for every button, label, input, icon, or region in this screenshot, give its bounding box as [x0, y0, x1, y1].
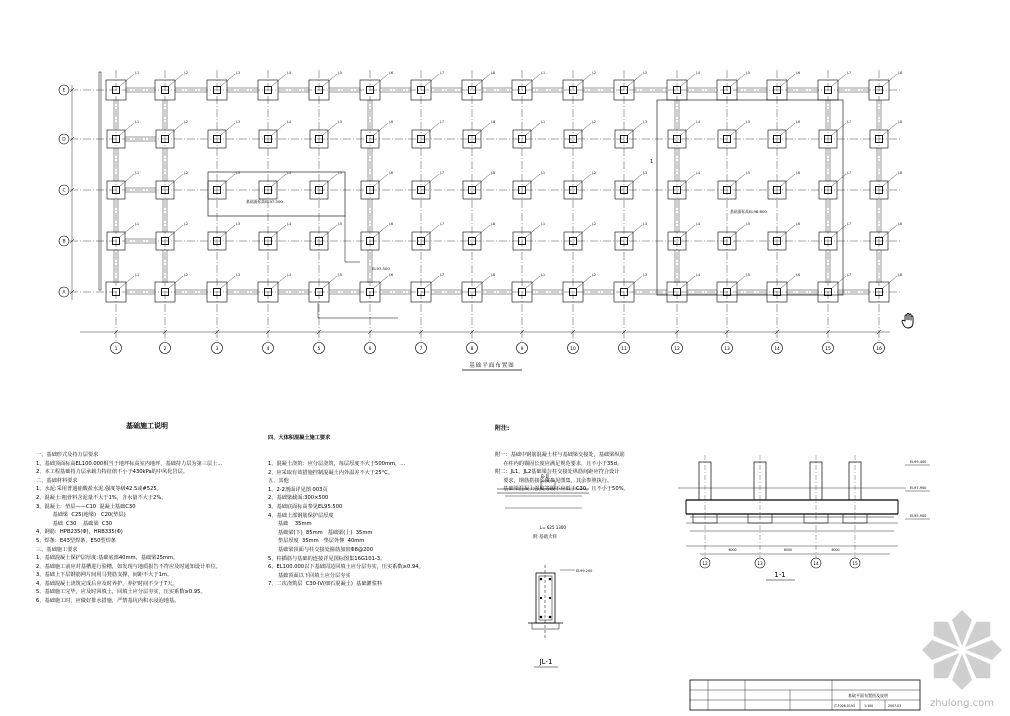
footing-label: J-4	[696, 171, 701, 175]
leader-line	[681, 123, 695, 135]
footing-label: J-7	[440, 120, 445, 124]
title-block	[690, 680, 920, 710]
footing-label: J-4	[287, 71, 292, 75]
dimension-text: 6000	[783, 548, 793, 552]
region-left	[208, 172, 345, 216]
footing-label: J-5	[746, 222, 751, 226]
footing-label: J-3	[643, 171, 648, 175]
axis-number: 11	[621, 347, 627, 352]
footing-label: J-5	[338, 222, 343, 226]
note-line: 要求，钢筋搭接长度参见图集，其余参照执行。	[495, 477, 613, 484]
leader-line	[781, 174, 795, 186]
footing-label: J-8	[898, 222, 903, 226]
leader-line	[883, 225, 897, 237]
leader-line	[832, 225, 846, 237]
footing-label: J-3	[236, 171, 241, 175]
footing-label: J-2	[184, 71, 189, 75]
axis-number: 13	[724, 347, 730, 352]
note-line: 一、基础形式及持力层要求	[36, 451, 99, 458]
note-line: 基础顶面以下回填土应分层夯实	[268, 572, 351, 579]
footing-label: J-1	[541, 222, 546, 226]
note-line: 5、基础施工完毕，应及时回填土，回填土应分层夯实，压实系数≥0.95。	[36, 589, 206, 596]
footing-label: J-2	[592, 222, 597, 226]
title-block-scale: 1:100	[864, 704, 874, 708]
axis-number: 1	[114, 347, 118, 352]
leader-line	[374, 174, 388, 186]
note-line: 1、基础混凝土保护层厚度:基础底部40mm，基础梁25mm。	[36, 555, 179, 562]
leader-line	[526, 123, 540, 135]
note-line: 5、柱插筋与基础的连接详见国标图集16G101-3。	[268, 555, 386, 562]
notes-title: 基础施工说明	[126, 422, 168, 431]
region-right	[657, 100, 843, 295]
note-line: 6、基础施工时，应做好排水措施，严禁基坑内积水浸泡地基。	[36, 598, 180, 605]
footing-label: J-3	[236, 71, 241, 75]
axis-number: 15	[825, 347, 831, 352]
footing-label: J-7	[847, 120, 852, 124]
construction-notes	[36, 405, 258, 614]
note-line: 附一：基础中钢筋混凝土柱与基础梁交接处，基础梁纵筋	[495, 451, 625, 458]
leader-line	[120, 174, 134, 186]
axis-number: 12	[674, 347, 680, 352]
note-line: 垫层厚度 35mm 垫层外伸 40mm	[268, 538, 365, 545]
leader-line	[120, 225, 134, 237]
elevation-note-small: EL97.500	[372, 266, 390, 271]
footing-label: J-3	[236, 120, 241, 124]
leader-line	[628, 123, 642, 135]
footing-label: J-4	[287, 222, 292, 226]
jl1-caption: JL-1	[539, 658, 553, 666]
leader-line	[323, 225, 337, 237]
note-line: 2、本工程基础持力层承载力特征值不小于430kPa的中风化岩层。	[36, 469, 188, 476]
footing-label: J-7	[440, 71, 445, 75]
section-mark: 1	[650, 159, 654, 165]
pan-hand-icon[interactable]	[900, 312, 918, 330]
axis-number: 9	[520, 347, 524, 352]
dimension-text: 6000	[831, 548, 840, 552]
footing-label: J-1	[541, 120, 546, 124]
elevation-note-right: 基础面标高EL96.600	[730, 209, 767, 214]
beam-edge	[99, 72, 101, 290]
footing-label: J-8	[898, 71, 903, 75]
note-line: 4、钢筋: HPB235(Φ)，HRB335(Φ)	[36, 529, 123, 536]
note-line: 三、基础施工要求	[36, 546, 78, 553]
footing-label: J-2	[592, 273, 597, 277]
leader-line	[374, 123, 388, 135]
elevation-note-left: 基础面标高EL97.500	[246, 199, 283, 204]
notes-lines	[268, 460, 488, 589]
note-line: 1、基础顶面标高EL100.000相当于地坪标高室内地坪，基础持力层为第三层土...	[36, 460, 223, 467]
footing-label: J-5	[746, 71, 751, 75]
footing-label: J-1	[135, 273, 140, 277]
leader-line	[272, 174, 286, 186]
axis-letter: B	[62, 239, 66, 245]
footing-label: J-5	[746, 273, 751, 277]
footing-label: J-7	[847, 171, 852, 175]
footing-label: J-4	[696, 120, 701, 124]
footing-label: J-3	[643, 71, 648, 75]
footing-label: J-4	[287, 171, 292, 175]
footing-label: J-3	[643, 273, 648, 277]
footing-array	[106, 71, 902, 302]
leader-line	[476, 174, 490, 186]
leader-line	[374, 225, 388, 237]
footing-label: J-8	[491, 71, 496, 75]
footing-label: J-5	[746, 120, 751, 124]
note-line: 基础梁(下) 85mm 基础梁(上) 35mm	[268, 529, 373, 536]
leader-line	[832, 123, 846, 135]
footing-label: J-7	[440, 222, 445, 226]
leader-line	[781, 225, 795, 237]
axis-number: 6	[368, 347, 372, 352]
footing-label: J-2	[592, 171, 597, 175]
footing-label: J-6	[389, 120, 394, 124]
leader-line	[577, 174, 591, 186]
leader-line	[681, 174, 695, 186]
footing-label: J-8	[491, 222, 496, 226]
axis-number: 2	[163, 347, 167, 352]
footing-label: J-6	[796, 71, 801, 75]
leader-line	[628, 225, 642, 237]
leader-line	[476, 123, 490, 135]
footing-label: J-7	[847, 71, 852, 75]
notes-lines	[495, 451, 690, 494]
leader-line	[526, 174, 540, 186]
watermark-text: zhulong.com	[929, 698, 995, 709]
note-line: 2、应采取有效措施控制混凝土内外温差不大于25°C。	[268, 469, 394, 476]
leader-line	[781, 123, 795, 135]
axis-number: 15	[852, 561, 858, 566]
note-line: 3、基础底面标高参见EL95.500	[268, 503, 343, 510]
note-line: 五、其他	[268, 478, 289, 485]
leader-line	[323, 123, 337, 135]
title-block-drawing-title: 基础平面布置图及说明	[848, 693, 888, 698]
footing-label: J-3	[643, 222, 648, 226]
footing-label: J-4	[696, 273, 701, 277]
plan-title: 基础平面布置图	[469, 363, 515, 369]
leader-line	[577, 123, 591, 135]
title-block-date: 2007.03	[888, 704, 902, 708]
footing-label: J-2	[592, 120, 597, 124]
axis-number: 14	[774, 347, 780, 352]
footing-label: J-5	[338, 273, 343, 277]
note-line: 2、基础施工前应对基槽进行验槽，如发现与地质报告不符应及时通知设计单位。	[36, 563, 221, 570]
footing-label: J-1	[135, 171, 140, 175]
detail-sub: L= 625 1300	[540, 525, 566, 530]
axis-letter: C	[62, 188, 66, 194]
leader-line	[425, 123, 439, 135]
axis-number: 14	[813, 561, 819, 566]
leader-line	[120, 123, 134, 135]
jl1-elev: EL99.200	[576, 569, 593, 573]
footing-label: J-1	[135, 120, 140, 124]
axis-bubbles	[59, 85, 885, 354]
footing-label: J-1	[541, 171, 546, 175]
leader-line	[731, 123, 745, 135]
section-caption: 1-1	[774, 571, 786, 579]
leader-line	[883, 123, 897, 135]
leader-line	[221, 123, 235, 135]
leader-line	[323, 174, 337, 186]
note-line: 1、2-2剖面详见图 003页	[268, 486, 328, 493]
title-block-drawing-no: JT-F006-0193	[834, 704, 855, 708]
note-line: 2、混凝土:粗骨料含泥量不大于1%，含水量不大于2%。	[36, 494, 167, 501]
concrete-notes	[268, 417, 488, 597]
leader-line	[169, 123, 183, 135]
footing-label: J-8	[491, 171, 496, 175]
note-line: 3、混凝土: 垫层——C10 混凝土基础C30	[36, 503, 136, 510]
footing-label: J-6	[389, 222, 394, 226]
plan-axis-grid	[70, 70, 903, 342]
footing-label: J-3	[236, 222, 241, 226]
note-line: 5、焊条: E43型焊条、E50型焊条	[36, 537, 116, 544]
leader-line	[476, 225, 490, 237]
notes-lines	[36, 451, 258, 606]
plan-outline-regions	[99, 72, 843, 318]
note-line: 基础梁顶面与柱交接处箍筋加密Φ8@200	[268, 546, 373, 553]
axis-number: 7	[419, 347, 423, 352]
footing-label: J-6	[796, 222, 801, 226]
leader-line	[425, 174, 439, 186]
axis-number: 4	[266, 347, 270, 352]
leader-line	[272, 225, 286, 237]
footing-label: J-4	[287, 273, 292, 277]
section-1-1	[678, 455, 930, 580]
axis-number: 5	[317, 347, 321, 352]
footing-label: J-8	[491, 273, 496, 277]
footing-label: J-7	[440, 273, 445, 277]
note-line: 2、基础梁截面:300×500	[268, 495, 329, 502]
footing-label: J-2	[592, 71, 597, 75]
footing-label: J-1	[135, 71, 140, 75]
axis-number: 8	[470, 347, 474, 352]
footing-label: J-8	[898, 273, 903, 277]
footing-label: J-1	[541, 71, 546, 75]
leader-line	[272, 123, 286, 135]
note-line: 在柱内的锚固长度应满足规范要求，且不小于35d。	[495, 460, 623, 467]
footing-label: J-5	[338, 171, 343, 175]
note-line: 基础梁 C25(地梁) C20(垫层)	[36, 512, 126, 519]
footing-label: J-3	[643, 120, 648, 124]
leader-line	[681, 225, 695, 237]
footing-label: J-2	[184, 222, 189, 226]
leader-line	[577, 225, 591, 237]
footing-label: J-7	[440, 171, 445, 175]
footing-label: J-6	[796, 273, 801, 277]
note-line: 4、基础混凝土浇筑完成后应及时养护，养护时间不少于7天。	[36, 580, 178, 587]
note-line: 基础 C30 基础梁 C30	[36, 520, 113, 527]
footing-label: J-5	[338, 120, 343, 124]
leader-line	[169, 174, 183, 186]
footing-label: J-6	[389, 171, 394, 175]
note-line: 基础梁混凝土强度等级不应低于C30，且不小于50%。	[495, 486, 629, 493]
note-line: 基础 35mm	[268, 521, 312, 528]
note-line: 4、基础上部钢筋保护层厚度	[268, 512, 334, 519]
leader-line	[169, 225, 183, 237]
footing-label: J-6	[389, 71, 394, 75]
axis-letter: A	[62, 290, 66, 296]
footing-label: J-7	[847, 273, 852, 277]
leader-line	[628, 174, 642, 186]
detail-jl1	[528, 565, 592, 667]
leader-line	[425, 225, 439, 237]
leader-line	[731, 225, 745, 237]
section-elev-top: EL99.400	[910, 460, 927, 464]
footing-label: J-1	[541, 273, 546, 277]
axis-number: 13	[757, 561, 763, 566]
watermark-logo	[918, 606, 1006, 712]
axis-number: 3	[215, 347, 219, 352]
remarks	[495, 408, 690, 503]
note-line: 1、混凝土浇筑：应分层浇筑，每层厚度不大于500mm，...	[268, 460, 406, 467]
notes-mid-title: 四、大体积混凝土施工要求	[268, 435, 331, 442]
axis-number: 12	[702, 561, 708, 566]
note-line: 3、基础上下层钢筋网片间用马凳筋支撑，间距不大于1m。	[36, 572, 173, 579]
footing-label: J-2	[184, 171, 189, 175]
footing-label: J-2	[184, 273, 189, 277]
leader-line	[526, 225, 540, 237]
footing-label: J-6	[389, 273, 394, 277]
leader-line	[221, 225, 235, 237]
note-line: 6、EL100.000以下基础周边回填土应分层夯实，压实系数≥0.94。	[268, 564, 424, 571]
axis-number: 10	[570, 347, 576, 352]
footing-label: J-4	[696, 222, 701, 226]
section-elev-mid: EL97.900	[910, 486, 927, 490]
footing-label: J-5	[746, 171, 751, 175]
footing-label: J-8	[491, 120, 496, 124]
detail-label-top: B-1	[541, 474, 548, 479]
remarks-title: 附注:	[495, 425, 510, 433]
footing-label: J-7	[847, 222, 852, 226]
leader-line	[221, 174, 235, 186]
footing-label: J-4	[287, 120, 292, 124]
axis-letter: E	[62, 88, 66, 94]
note-line: 1、水泥:采用普通硅酸盐水泥,强度等级42.5或#525。	[36, 486, 162, 493]
axis-number: 16	[876, 347, 882, 352]
footing-label: J-8	[898, 120, 903, 124]
footing-label: J-8	[898, 171, 903, 175]
axis-letter: D	[62, 137, 66, 143]
section-elev-bot: EL95.900	[910, 514, 927, 518]
footing-label: J-1	[135, 222, 140, 226]
footing-label: J-6	[796, 171, 801, 175]
note-line: 二、基础材料要求	[36, 477, 78, 484]
note-line: 7、二次浇筑层 C30-IV(细石混凝土) 基础灌浆料	[268, 581, 383, 588]
leader-line	[731, 174, 745, 186]
dimension-text: 6000	[728, 548, 737, 552]
footing-label: J-5	[338, 71, 343, 75]
footing-label: J-6	[796, 120, 801, 124]
footing-label: J-2	[184, 120, 189, 124]
footing-label: J-3	[236, 273, 241, 277]
leader-line	[832, 174, 846, 186]
note-line: 附二：JL1、JL2基础梁与柱交接处纵筋间距应符合设计	[495, 469, 620, 476]
leader-line	[883, 174, 897, 186]
footing-label: J-4	[696, 71, 701, 75]
detail-caption: 附 基础大样	[533, 535, 557, 540]
